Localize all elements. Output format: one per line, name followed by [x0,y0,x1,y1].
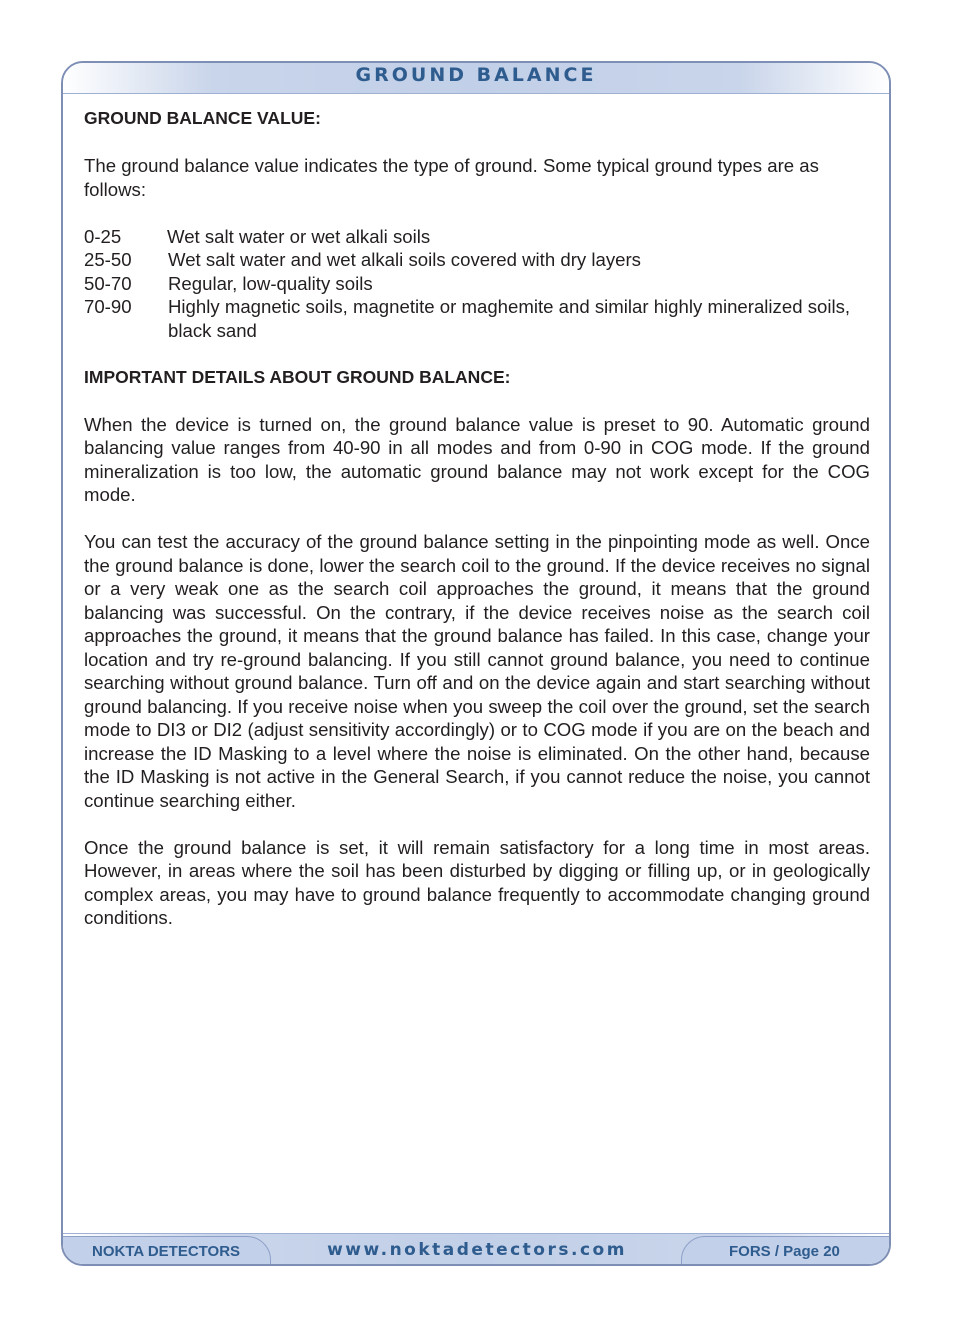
paragraph-accuracy-test: You can test the accuracy of the ground balance setting in the pinpointing mode as well. Once the ground balance is done, lower the search coil to the ground. If the device receives no signal or a very weak one as the search coil approaches the ground, it means that the ground balancing was successful. On the contrary, if the device receives noise as the search coil approaches the ground, it means that the ground balance has failed. In this case, change your location and try re-ground balancing. If you still cannot ground balance, you need to continue searching without ground balance. Turn off and on the device again and start searching without ground balancing. If you receive noise when you sweep the coil over the ground, set the search mode to DI3 or DI2 (adjust sensitivity accordingly) or to COG mode if you are on the beach and increase the ID Masking to a level where the noise is eliminated. On the other hand, because the ID Masking is not active in the General Search, if you cannot reduce the noise, you cannot continue searching either. [84,531,870,811]
important-details-heading: IMPORTANT DETAILS ABOUT GROUND BALANCE: [84,366,511,387]
range-value: 70-90 [84,296,132,317]
range-description: Wet salt water or wet alkali soils [167,225,431,247]
paragraph-ground-conditions: Once the ground balance is set, it will remain satisfactory for a long time in most areas. However, in areas where the soil has been disturbed by digging or filling up, or in geologically complex areas, you may have to ground balance frequently to accommodate changing ground conditions. [84,836,870,928]
footer-website: www.noktadetectors.com [327,1240,627,1260]
list-item [84,248,870,272]
page-content [84,107,870,930]
ground-type-list [84,225,870,343]
list-item [84,295,870,342]
range-value: 25-50 [84,249,132,270]
section-title: GROUND BALANCE [355,64,597,86]
range-value: 50-70 [84,272,132,294]
paragraph-preset-value: When the device is turned on, the ground balance value is preset to 90. Automatic ground balancing value ranges from 40-90 in all modes and from 0-90 in COG mode. If the ground mineralization is too low, the automatic ground balance may not work except for the COG mode. [84,413,870,505]
intro-paragraph: The ground balance value indicates the type of ground. Some typical ground types are as follows: [84,155,819,200]
range-description: Regular, low-quality soils [168,272,373,294]
range-description: Highly magnetic soils, magnetite or maghemite and similar highly mineralized soils, black sand [168,296,851,341]
ground-balance-value-heading: GROUND BALANCE VALUE: [84,108,321,128]
list-item [84,272,870,296]
range-description: Wet salt water and wet alkali soils covered with dry layers [168,249,641,270]
list-item [84,225,870,249]
footer-page-number: FORS / Page 20 [729,1243,840,1260]
range-value: 0-25 [84,225,122,247]
footer-brand: NOKTA DETECTORS [92,1243,241,1260]
